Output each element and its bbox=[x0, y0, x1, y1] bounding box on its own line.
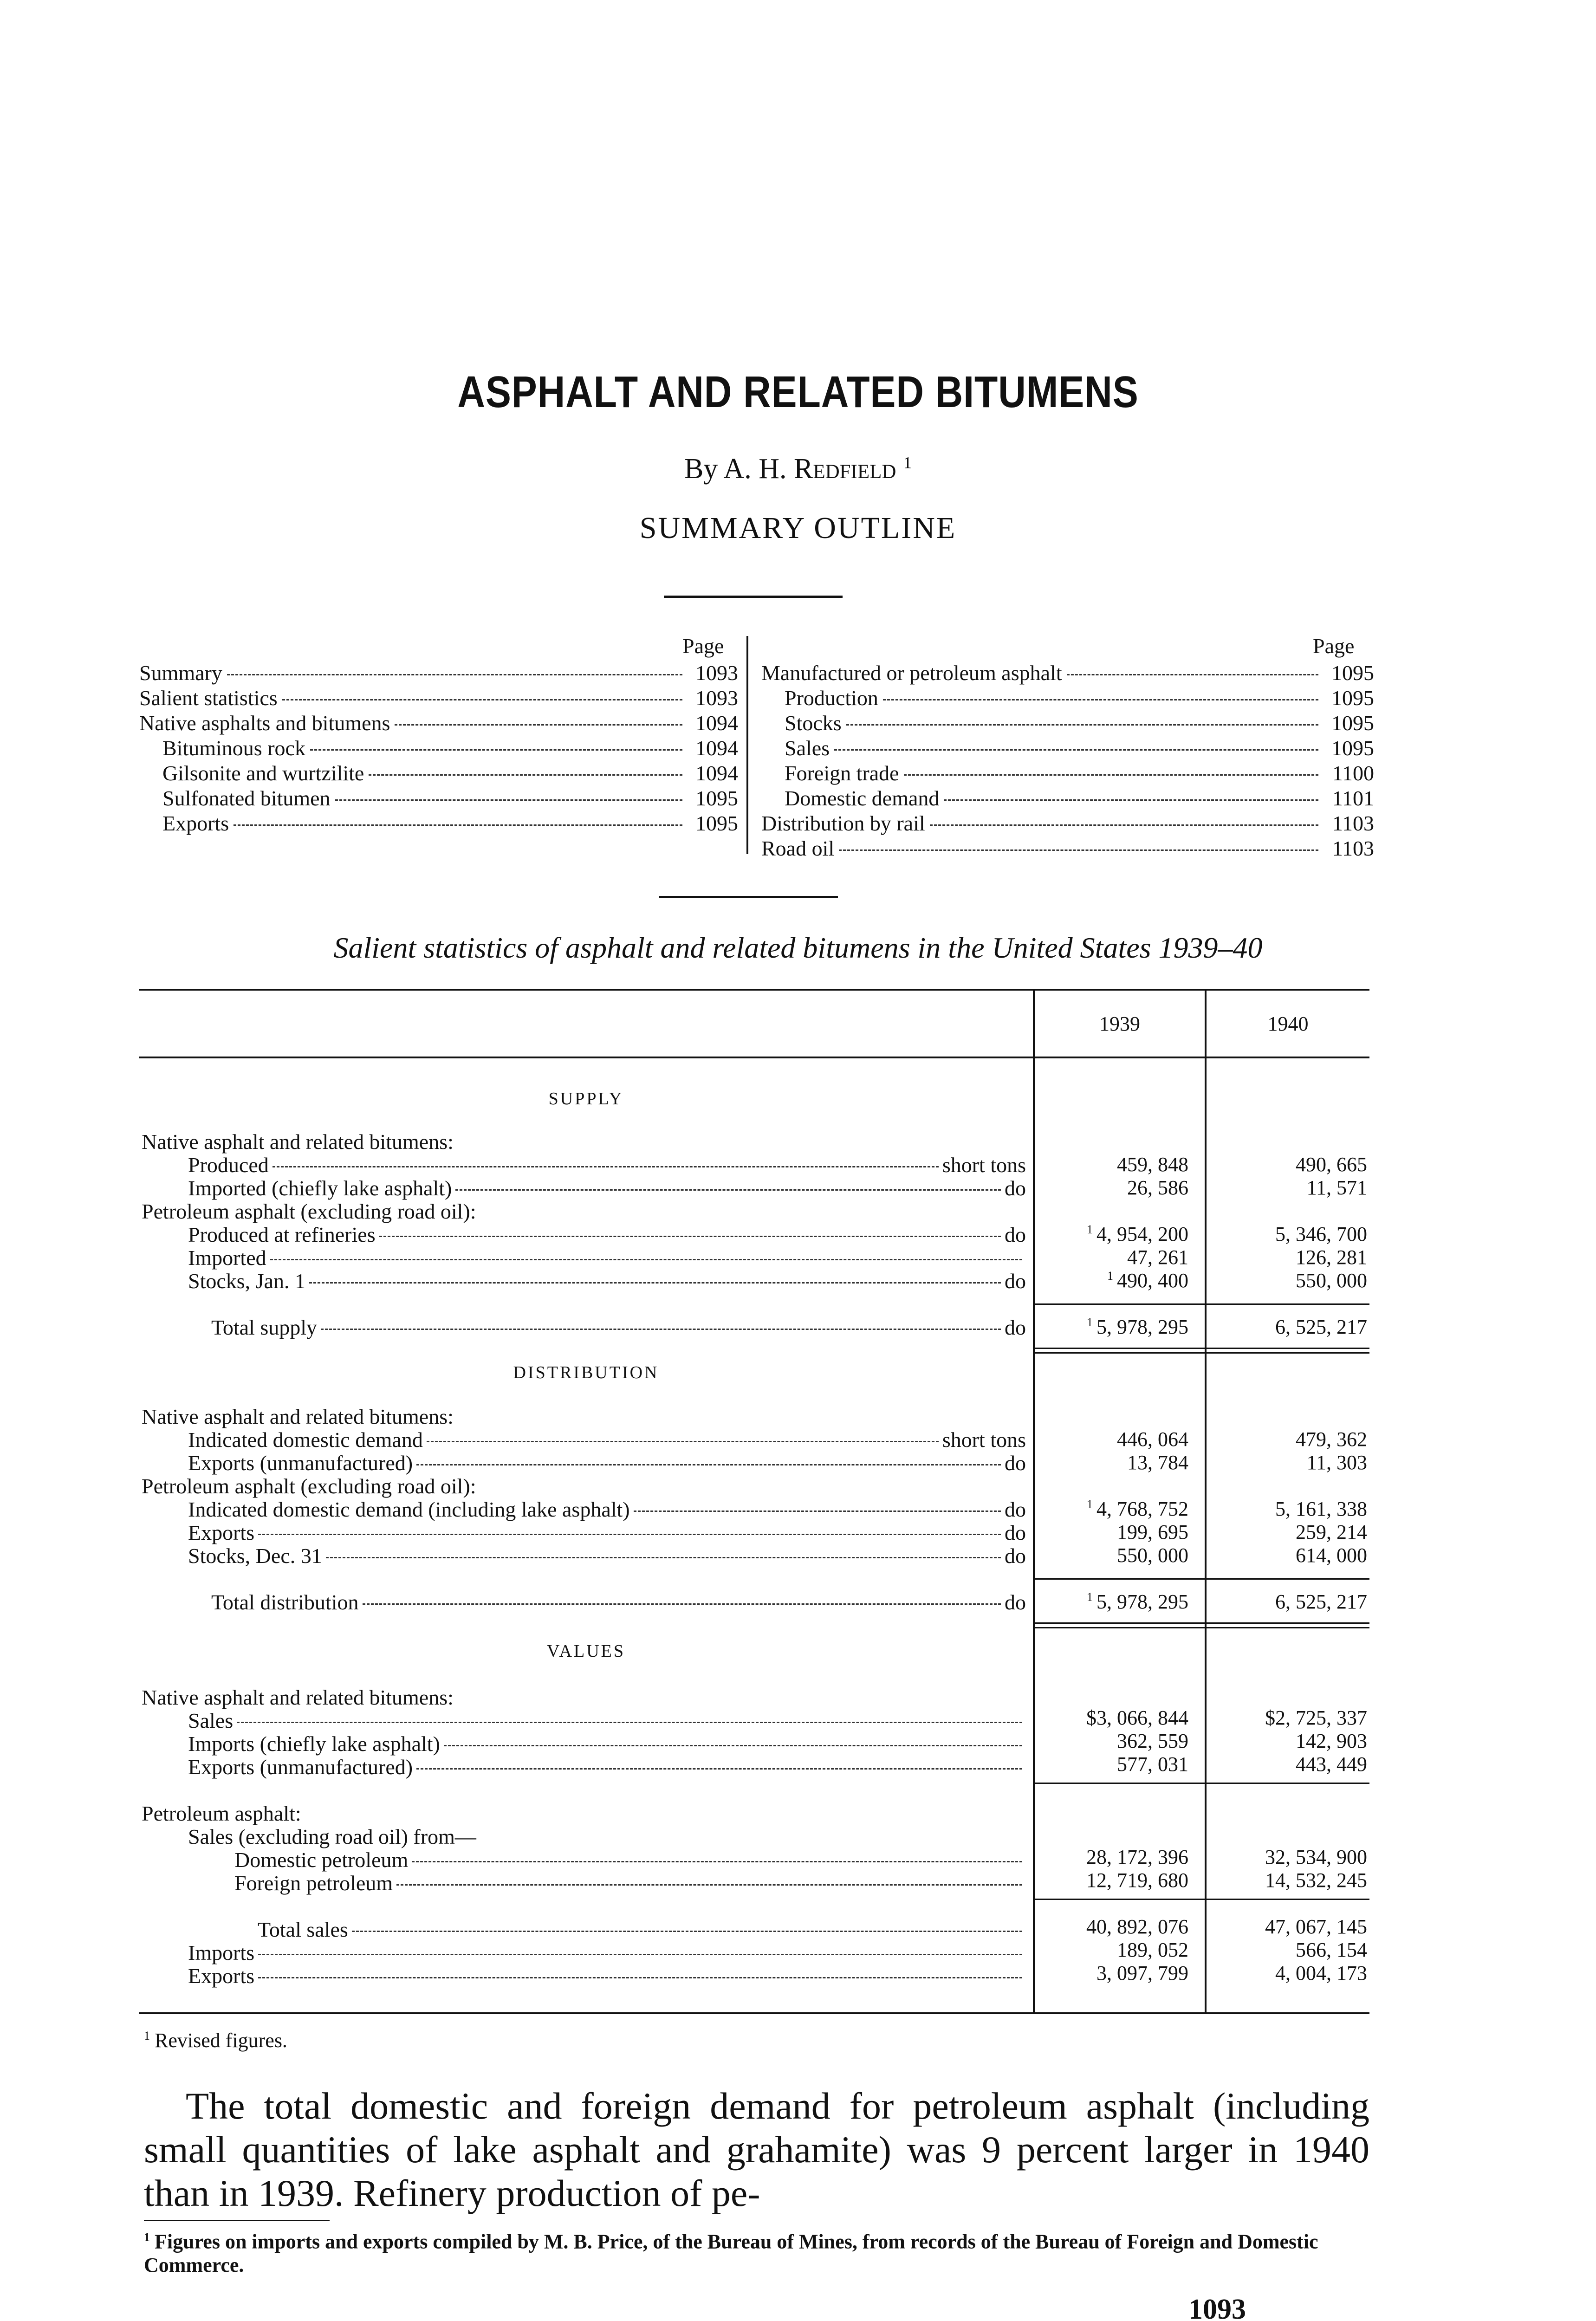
row-leader bbox=[363, 1603, 1001, 1605]
toc-page: 1094 bbox=[695, 761, 738, 785]
cell-1940 bbox=[1207, 1706, 1367, 1730]
revised-mark: 1 bbox=[1107, 1269, 1113, 1283]
row-unit: do bbox=[1005, 1498, 1026, 1521]
table-row bbox=[142, 1474, 476, 1498]
toc-label: Bituminous rock bbox=[162, 736, 305, 760]
row-leader bbox=[258, 1977, 1022, 1978]
toc-leader bbox=[310, 749, 682, 751]
toc-item bbox=[761, 836, 1374, 861]
section-heading-distribution: DISTRIBUTION bbox=[513, 1363, 659, 1382]
toc-page: 1095 bbox=[1331, 711, 1374, 735]
toc-page: 1093 bbox=[695, 661, 738, 685]
toc-page-heading-left: Page bbox=[682, 634, 724, 658]
table-row bbox=[234, 1848, 1026, 1872]
outline-bottom-rule bbox=[659, 896, 838, 898]
cell-value: 6, 525, 217 bbox=[1275, 1590, 1367, 1613]
row-label: Produced bbox=[188, 1153, 269, 1177]
section-heading-values: VALUES bbox=[547, 1641, 625, 1661]
toc-label: Gilsonite and wurtzilite bbox=[162, 761, 364, 785]
table-row bbox=[188, 1755, 1026, 1779]
toc-page: 1093 bbox=[695, 686, 738, 710]
toc-label: Distribution by rail bbox=[761, 811, 925, 835]
table-row bbox=[188, 1964, 1026, 1988]
cell-1940 bbox=[1207, 1752, 1367, 1776]
row-label: Imported (chiefly lake asphalt) bbox=[188, 1176, 452, 1200]
table-title: Salient statistics of asphalt and related bitumens in the United States 1939–40 bbox=[333, 931, 1263, 964]
cell-value: 12, 719, 680 bbox=[1086, 1869, 1188, 1892]
toc-item bbox=[761, 811, 1374, 836]
cell-1940 bbox=[1207, 1590, 1367, 1614]
author-name: Redfield bbox=[793, 453, 896, 485]
row-label: Petroleum asphalt (excluding road oil): bbox=[142, 1199, 476, 1223]
table-row bbox=[188, 1451, 1026, 1475]
table-row bbox=[188, 1269, 1026, 1293]
cell-1940 bbox=[1207, 1845, 1367, 1869]
table-row bbox=[188, 1153, 1026, 1177]
revised-note-text: Revised figures. bbox=[155, 2029, 287, 2052]
cell-1940 bbox=[1207, 1497, 1367, 1521]
cell-1940 bbox=[1207, 1520, 1367, 1544]
cell-value: 6, 525, 217 bbox=[1275, 1316, 1367, 1338]
toc-label: Manufactured or petroleum asphalt bbox=[761, 661, 1062, 685]
cell-1939 bbox=[1035, 1706, 1188, 1730]
toc-label: Native asphalts and bitumens bbox=[139, 711, 390, 735]
footnote-text: Figures on imports and exports compiled by M. B. Price, of the Bureau of Mines, from records of the Bureau of Foreign and Domestic Commerce. bbox=[144, 2230, 1318, 2276]
toc-label: Summary bbox=[139, 661, 222, 685]
toc-page-heading-right: Page bbox=[1313, 634, 1355, 658]
cell-value: 40, 892, 076 bbox=[1086, 1915, 1188, 1938]
toc-page: 1101 bbox=[1332, 786, 1374, 810]
row-leader bbox=[352, 1931, 1022, 1932]
toc-page: 1095 bbox=[1331, 736, 1374, 760]
toc-page: 1103 bbox=[1332, 836, 1374, 860]
cell-value: 566, 154 bbox=[1296, 1938, 1367, 1961]
cell-value: 142, 903 bbox=[1296, 1730, 1367, 1752]
toc-label: Stocks bbox=[785, 711, 842, 735]
revised-mark: 1 bbox=[1087, 1590, 1093, 1604]
toc-leader bbox=[234, 824, 682, 826]
cell-value: 577, 031 bbox=[1117, 1753, 1188, 1776]
toc-item bbox=[162, 811, 738, 836]
table-row bbox=[211, 1590, 1026, 1614]
subtotal-rule bbox=[1035, 1303, 1369, 1305]
row-label: Imports bbox=[188, 1941, 255, 1964]
toc-item bbox=[785, 686, 1374, 711]
toc-label: Exports bbox=[162, 811, 229, 835]
cell-value: 47, 067, 145 bbox=[1265, 1915, 1367, 1938]
cell-value: 443, 449 bbox=[1296, 1753, 1367, 1776]
row-label: Total sales bbox=[258, 1918, 348, 1941]
page-title: ASPHALT AND RELATED BITUMENS bbox=[457, 367, 1139, 417]
table-row bbox=[188, 1427, 1026, 1452]
row-leader bbox=[272, 1166, 939, 1167]
row-label: Foreign petroleum bbox=[234, 1871, 393, 1895]
table-header-rule bbox=[139, 1057, 1369, 1058]
toc-label: Salient statistics bbox=[139, 686, 278, 710]
row-unit: do bbox=[1005, 1451, 1026, 1475]
row-unit: short tons bbox=[942, 1428, 1026, 1452]
toc-leader bbox=[369, 774, 682, 776]
cell-1939 bbox=[1035, 1845, 1188, 1869]
toc-label: Domestic demand bbox=[785, 786, 940, 810]
row-label: Native asphalt and related bitumens: bbox=[142, 1130, 454, 1154]
table-row bbox=[188, 1824, 476, 1849]
row-leader bbox=[270, 1259, 1022, 1260]
row-leader bbox=[237, 1722, 1022, 1723]
column-header-1940: 1940 bbox=[1267, 1012, 1309, 1035]
table-row bbox=[188, 1940, 1026, 1965]
cell-1939 bbox=[1035, 1153, 1188, 1176]
toc-divider bbox=[746, 636, 748, 854]
toc-item bbox=[785, 786, 1374, 811]
author-footnote-mark: 1 bbox=[903, 453, 912, 472]
table-row bbox=[142, 1404, 454, 1429]
toc-leader bbox=[944, 799, 1318, 801]
row-label: Exports bbox=[188, 1521, 255, 1544]
cell-1939 bbox=[1035, 1590, 1188, 1614]
table-row bbox=[142, 1685, 454, 1710]
column-header-1939: 1939 bbox=[1099, 1012, 1140, 1035]
total-rule bbox=[1035, 1348, 1369, 1349]
cell-1939 bbox=[1035, 1269, 1188, 1292]
row-label: Domestic petroleum bbox=[234, 1848, 409, 1872]
cell-value: 550, 000 bbox=[1296, 1269, 1367, 1292]
toc-leader bbox=[834, 749, 1318, 751]
cell-1939 bbox=[1035, 1497, 1188, 1521]
cell-1940 bbox=[1207, 1961, 1367, 1985]
toc-leader bbox=[395, 724, 682, 726]
toc-page: 1094 bbox=[695, 711, 738, 735]
toc-item bbox=[785, 711, 1374, 736]
toc-leader bbox=[904, 774, 1318, 776]
cell-1939 bbox=[1035, 1868, 1188, 1892]
row-label: Exports (unmanufactured) bbox=[188, 1451, 413, 1475]
total-rule bbox=[1035, 1627, 1369, 1628]
row-label: Indicated domestic demand bbox=[188, 1428, 423, 1452]
row-unit: do bbox=[1005, 1223, 1026, 1246]
toc-leader bbox=[335, 799, 682, 801]
row-leader bbox=[416, 1768, 1022, 1770]
toc-item bbox=[761, 661, 1374, 686]
toc-leader bbox=[839, 849, 1318, 851]
cell-value: 5, 978, 295 bbox=[1096, 1316, 1188, 1338]
cell-value: 5, 161, 338 bbox=[1275, 1498, 1367, 1520]
toc-item bbox=[162, 786, 738, 811]
row-label: Exports (unmanufactured) bbox=[188, 1755, 413, 1779]
toc-item bbox=[139, 686, 738, 711]
subtotal-rule bbox=[1035, 1578, 1369, 1580]
cell-value: 259, 214 bbox=[1296, 1521, 1367, 1543]
cell-value: 4, 954, 200 bbox=[1096, 1223, 1188, 1245]
byline-prefix: By A. H. bbox=[684, 453, 794, 485]
cell-value: 126, 281 bbox=[1296, 1246, 1367, 1269]
row-unit: do bbox=[1005, 1521, 1026, 1544]
toc-page: 1100 bbox=[1332, 761, 1374, 785]
cell-value: 26, 586 bbox=[1127, 1176, 1188, 1199]
cell-1940 bbox=[1207, 1543, 1367, 1567]
footnote-mark: 1 bbox=[144, 2230, 150, 2244]
row-leader bbox=[321, 1329, 1001, 1330]
cell-1940 bbox=[1207, 1427, 1367, 1451]
cell-1939 bbox=[1035, 1729, 1188, 1753]
table-row bbox=[188, 1731, 1026, 1756]
row-label: Sales bbox=[188, 1709, 234, 1732]
outline-heading: SUMMARY OUTLINE bbox=[639, 511, 957, 545]
row-label: Exports bbox=[188, 1964, 255, 1988]
footnote bbox=[144, 2226, 1369, 2277]
cell-value: 362, 559 bbox=[1117, 1730, 1188, 1752]
total-rule bbox=[1035, 1622, 1369, 1624]
cell-value: 446, 064 bbox=[1117, 1428, 1188, 1451]
row-leader bbox=[396, 1884, 1022, 1886]
row-label: Sales (excluding road oil) from— bbox=[188, 1825, 476, 1848]
byline bbox=[0, 453, 1596, 486]
cell-value: 614, 000 bbox=[1296, 1544, 1367, 1567]
cell-1939 bbox=[1035, 1752, 1188, 1776]
total-rule bbox=[1035, 1352, 1369, 1354]
toc-label: Sulfonated bitumen bbox=[162, 786, 331, 810]
row-label: Native asphalt and related bitumens: bbox=[142, 1405, 454, 1428]
revised-mark: 1 bbox=[1087, 1223, 1093, 1237]
table-row bbox=[142, 1801, 301, 1826]
cell-value: 11, 303 bbox=[1306, 1451, 1367, 1474]
row-leader bbox=[634, 1511, 1001, 1512]
row-label: Total supply bbox=[211, 1316, 318, 1339]
row-label: Petroleum asphalt: bbox=[142, 1802, 301, 1825]
cell-value: 490, 400 bbox=[1117, 1269, 1188, 1292]
cell-value: 5, 978, 295 bbox=[1096, 1590, 1188, 1613]
toc-leader bbox=[1067, 674, 1318, 675]
table-bottom-rule bbox=[139, 2012, 1369, 2014]
cell-1939 bbox=[1035, 1315, 1188, 1339]
row-leader bbox=[427, 1441, 939, 1442]
toc-page: 1095 bbox=[1331, 686, 1374, 710]
cell-1940 bbox=[1207, 1315, 1367, 1339]
footnote-rule bbox=[144, 2220, 330, 2221]
revised-mark: 1 bbox=[1087, 1316, 1093, 1329]
cell-1939 bbox=[1035, 1222, 1188, 1246]
cell-value: 459, 848 bbox=[1117, 1153, 1188, 1176]
toc-item bbox=[162, 761, 738, 786]
body-paragraph: The total domestic and foreign demand for petroleum asphalt (including small quantities of lake asphalt and grahamite) was 9 percent larger in 1940 than in 1939. Refinery production of pe- bbox=[144, 2085, 1369, 2214]
cell-value: 550, 000 bbox=[1117, 1544, 1188, 1567]
cell-1939 bbox=[1035, 1176, 1188, 1199]
toc-item bbox=[785, 761, 1374, 786]
section-heading-supply: SUPPLY bbox=[548, 1089, 624, 1109]
row-label: Total distribution bbox=[211, 1590, 359, 1614]
toc-page: 1094 bbox=[695, 736, 738, 760]
row-leader bbox=[455, 1189, 1001, 1191]
table-row bbox=[188, 1520, 1026, 1545]
cell-value: 5, 346, 700 bbox=[1275, 1223, 1367, 1245]
revised-figures-note bbox=[144, 2029, 287, 2052]
row-label: Petroleum asphalt (excluding road oil): bbox=[142, 1474, 476, 1498]
cell-value: 490, 665 bbox=[1296, 1153, 1367, 1176]
table-row bbox=[211, 1315, 1026, 1340]
cell-1940 bbox=[1207, 1269, 1367, 1292]
table-row bbox=[188, 1708, 1026, 1733]
toc-label: Foreign trade bbox=[785, 761, 899, 785]
row-leader bbox=[416, 1464, 1001, 1465]
cell-1940 bbox=[1207, 1222, 1367, 1246]
toc-leader bbox=[883, 699, 1318, 700]
row-label: Imports (chiefly lake asphalt) bbox=[188, 1732, 440, 1756]
row-label: Stocks, Dec. 31 bbox=[188, 1544, 322, 1568]
row-unit: short tons bbox=[942, 1153, 1026, 1177]
cell-value: 28, 172, 396 bbox=[1086, 1846, 1188, 1868]
section-rule bbox=[1035, 1783, 1369, 1784]
toc-page: 1103 bbox=[1332, 811, 1374, 835]
cell-value: 3, 097, 799 bbox=[1096, 1962, 1188, 1984]
toc-page: 1095 bbox=[1331, 661, 1374, 685]
toc-label: Road oil bbox=[761, 836, 835, 860]
table-row bbox=[188, 1245, 1026, 1270]
table-row bbox=[188, 1222, 1026, 1247]
table-top-rule bbox=[139, 989, 1369, 991]
row-label: Produced at refineries bbox=[188, 1223, 376, 1246]
row-leader bbox=[412, 1861, 1022, 1862]
cell-1940 bbox=[1207, 1729, 1367, 1753]
cell-value: 11, 571 bbox=[1306, 1176, 1367, 1199]
table-row bbox=[142, 1129, 454, 1154]
cell-1939 bbox=[1035, 1961, 1188, 1985]
toc-page: 1095 bbox=[695, 811, 738, 835]
cell-1940 bbox=[1207, 1451, 1367, 1474]
cell-value: 4, 004, 173 bbox=[1275, 1962, 1367, 1984]
cell-value: 47, 261 bbox=[1127, 1246, 1188, 1269]
row-leader bbox=[258, 1954, 1022, 1955]
toc-leader bbox=[227, 674, 682, 675]
row-unit: do bbox=[1005, 1316, 1026, 1339]
row-label: Imported bbox=[188, 1246, 266, 1270]
cell-1939 bbox=[1035, 1245, 1188, 1269]
row-leader bbox=[258, 1534, 1001, 1535]
row-leader bbox=[326, 1557, 1001, 1558]
row-label: Stocks, Jan. 1 bbox=[188, 1269, 305, 1293]
subtotal-rule bbox=[1035, 1899, 1369, 1900]
row-unit: do bbox=[1005, 1590, 1026, 1614]
cell-value: 189, 052 bbox=[1117, 1938, 1188, 1961]
cell-1939 bbox=[1035, 1427, 1188, 1451]
table-row bbox=[234, 1871, 1026, 1895]
cell-value: $2, 725, 337 bbox=[1265, 1706, 1367, 1729]
cell-1940 bbox=[1207, 1176, 1367, 1199]
toc-item bbox=[785, 736, 1374, 761]
row-unit: do bbox=[1005, 1176, 1026, 1200]
table-row bbox=[188, 1176, 1026, 1200]
toc-item bbox=[139, 661, 738, 686]
cell-1939 bbox=[1035, 1543, 1188, 1567]
toc-label: Sales bbox=[785, 736, 830, 760]
row-label: Indicated domestic demand (including lake asphalt) bbox=[188, 1498, 630, 1521]
revised-mark: 1 bbox=[1087, 1498, 1093, 1511]
revised-note-mark: 1 bbox=[144, 2029, 150, 2043]
toc-label: Production bbox=[785, 686, 878, 710]
top-rule bbox=[664, 596, 843, 598]
row-leader bbox=[309, 1282, 1001, 1284]
cell-1940 bbox=[1207, 1938, 1367, 1962]
cell-value: 14, 532, 245 bbox=[1265, 1869, 1367, 1892]
toc-leader bbox=[282, 699, 682, 700]
cell-value: 13, 784 bbox=[1127, 1451, 1188, 1474]
row-leader bbox=[379, 1236, 1001, 1237]
toc-leader bbox=[846, 724, 1318, 726]
cell-1940 bbox=[1207, 1868, 1367, 1892]
row-label: Native asphalt and related bitumens: bbox=[142, 1686, 454, 1709]
toc-item bbox=[162, 736, 738, 761]
toc-leader bbox=[930, 824, 1318, 826]
cell-1939 bbox=[1035, 1451, 1188, 1474]
toc-item bbox=[139, 711, 738, 736]
cell-1939 bbox=[1035, 1938, 1188, 1962]
cell-value: 199, 695 bbox=[1117, 1521, 1188, 1543]
cell-value: $3, 066, 844 bbox=[1086, 1706, 1188, 1729]
table-row bbox=[188, 1497, 1026, 1522]
cell-1939 bbox=[1035, 1520, 1188, 1544]
page-number: 1093 bbox=[1188, 2294, 1246, 2321]
row-leader bbox=[444, 1745, 1022, 1746]
cell-1940 bbox=[1207, 1245, 1367, 1269]
cell-1939 bbox=[1035, 1915, 1188, 1938]
cell-value: 4, 768, 752 bbox=[1096, 1498, 1188, 1520]
table-row bbox=[188, 1543, 1026, 1568]
table-row bbox=[258, 1917, 1026, 1942]
row-unit: do bbox=[1005, 1269, 1026, 1293]
row-unit: do bbox=[1005, 1544, 1026, 1568]
toc-page: 1095 bbox=[695, 786, 738, 810]
table-row bbox=[142, 1199, 476, 1224]
cell-value: 479, 362 bbox=[1296, 1428, 1367, 1451]
cell-value: 32, 534, 900 bbox=[1265, 1846, 1367, 1868]
cell-1940 bbox=[1207, 1153, 1367, 1176]
cell-1940 bbox=[1207, 1915, 1367, 1938]
